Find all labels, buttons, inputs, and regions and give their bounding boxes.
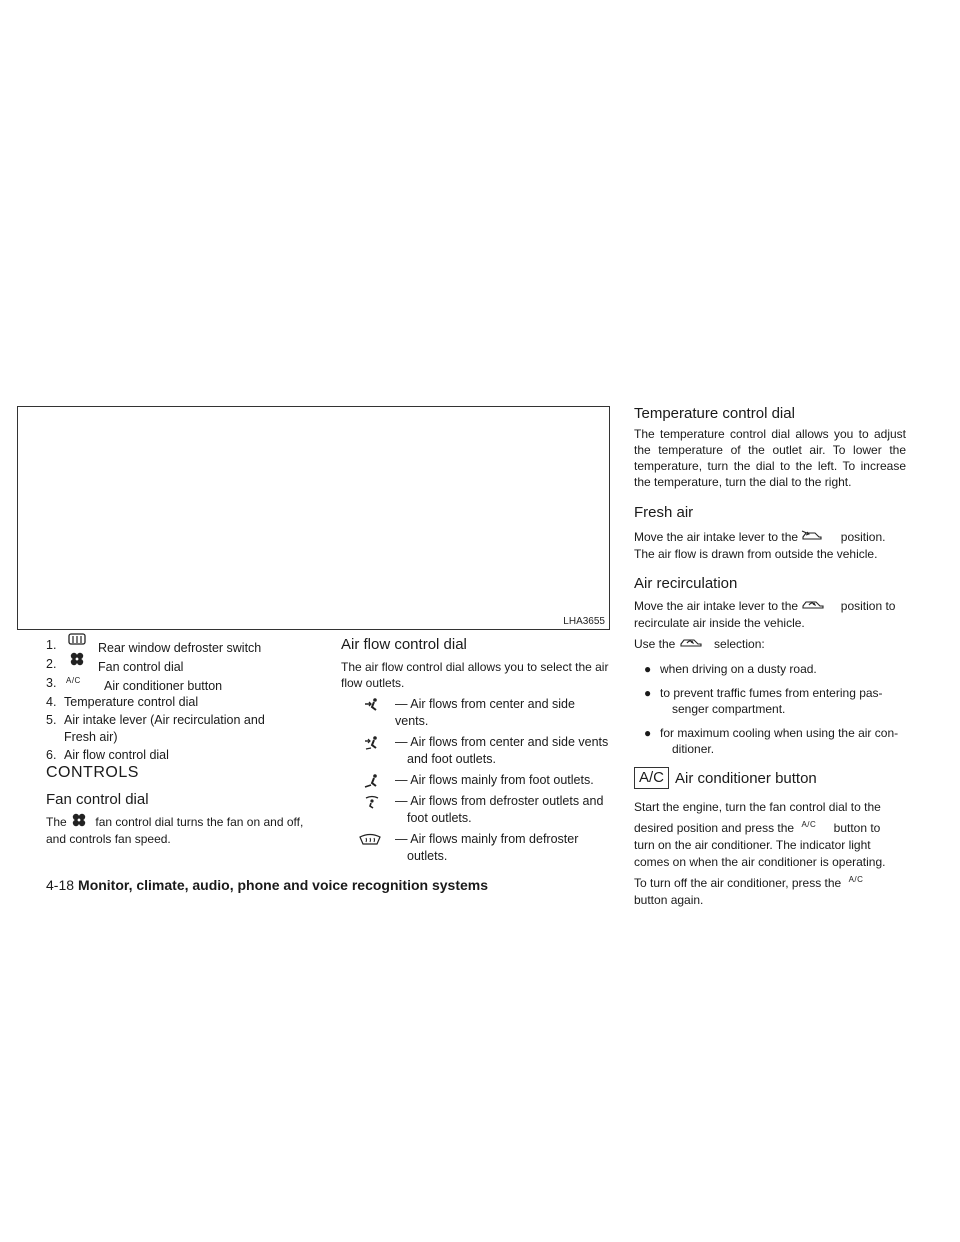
list-item: — Air flows from defroster outlets and foot outlets. bbox=[341, 793, 609, 827]
vent-center-side-icon bbox=[363, 698, 381, 712]
fresh-air-icon bbox=[801, 529, 823, 541]
list-item: ● to prevent traffic fumes from entering pas- senger compartment. bbox=[644, 686, 883, 716]
front-defroster-icon bbox=[359, 833, 381, 847]
fan-icon bbox=[70, 652, 84, 666]
page-number: 4-18 bbox=[46, 877, 75, 893]
bullet-icon: ● bbox=[644, 662, 652, 676]
list-item: — Air flows mainly from foot outlets. bbox=[341, 772, 609, 789]
vent-foot-icon bbox=[363, 774, 381, 788]
list-item: 3. A/C Air conditioner button bbox=[46, 675, 316, 694]
right-column bbox=[634, 405, 906, 909]
fan-control-heading: Fan control dial bbox=[46, 791, 149, 808]
list-item: 1. Rear window defroster switch bbox=[46, 637, 316, 656]
list-item: ● for maximum cooling when using the air con- ditioner. bbox=[644, 726, 899, 756]
list-item: — Air flows mainly from defroster outlets. bbox=[341, 831, 609, 865]
rear-defroster-icon bbox=[68, 633, 86, 647]
ac-heading: Air conditioner button bbox=[675, 769, 817, 787]
fresh-air-text: Move the air intake lever to the position. The air flow is drawn from outside the vehicle. bbox=[634, 530, 886, 561]
recirculation-heading: Air recirculation bbox=[634, 575, 738, 592]
airflow-intro: The air flow control dial allows you to select the air flow outlets. bbox=[341, 660, 609, 690]
bullet-icon: ● bbox=[644, 726, 652, 740]
list-item: 5. Air intake lever (Air recirculation and Fresh air) bbox=[46, 712, 265, 744]
ac-icon: A/C bbox=[66, 676, 81, 685]
temperature-heading: Temperature control dial bbox=[634, 405, 795, 422]
vent-bilevel-icon bbox=[363, 736, 381, 750]
list-item: 4. Temperature control dial bbox=[46, 695, 199, 709]
footer-title: Monitor, climate, audio, phone and voice recognition systems bbox=[78, 877, 488, 893]
list-item: — Air flows from center and side vents and foot outlets. bbox=[341, 734, 609, 768]
recirculation-use: Use the selection: bbox=[634, 637, 765, 651]
ac-icon: A/C bbox=[801, 820, 817, 829]
ac-heading-row bbox=[634, 767, 906, 789]
legend-list bbox=[46, 637, 316, 764]
list-item: ● when driving on a dusty road. bbox=[644, 662, 817, 676]
section-heading-controls: CONTROLS bbox=[46, 764, 139, 781]
recirculation-icon bbox=[679, 636, 703, 648]
fresh-air-heading: Fresh air bbox=[634, 504, 694, 521]
recirculation-text: Move the air intake lever to the position to recirculate air inside the vehicle. bbox=[634, 599, 896, 630]
temperature-text: The temperature control dial allows you to adjust the temperature of the outlet air. To lower the temperature, turn the dial to the left. To increase the temperature, turn the dial to the right. bbox=[634, 427, 906, 489]
list-item: 2. Fan control dial bbox=[46, 656, 316, 675]
page-footer bbox=[46, 877, 488, 893]
airflow-section bbox=[341, 636, 609, 865]
ac-text: Start the engine, turn the fan control dial to the desired position and press the $^{A/C}$ button to turn on the air conditioner. The indicator light comes on when the air conditioner is operating. To turn off the air conditioner, press the $^{A/C}$ button again. bbox=[634, 800, 886, 907]
vent-defrost-foot-icon bbox=[363, 795, 381, 809]
airflow-heading: Air flow control dial bbox=[341, 636, 467, 653]
list-item: — Air flows from center and side vents. bbox=[341, 696, 609, 730]
ac-icon: A/C bbox=[848, 875, 864, 884]
figure-label: LHA3655 bbox=[563, 616, 605, 627]
ac-button-icon: A/C bbox=[634, 767, 669, 789]
fan-control-text: The fan control dial turns the fan on and off, and controls fan speed. bbox=[46, 815, 304, 846]
diagram-figure bbox=[17, 406, 610, 630]
recirculation-icon bbox=[801, 598, 825, 610]
bullet-icon: ● bbox=[644, 686, 652, 700]
fan-icon bbox=[72, 813, 86, 827]
list-item: 6. Air flow control dial bbox=[46, 747, 169, 762]
